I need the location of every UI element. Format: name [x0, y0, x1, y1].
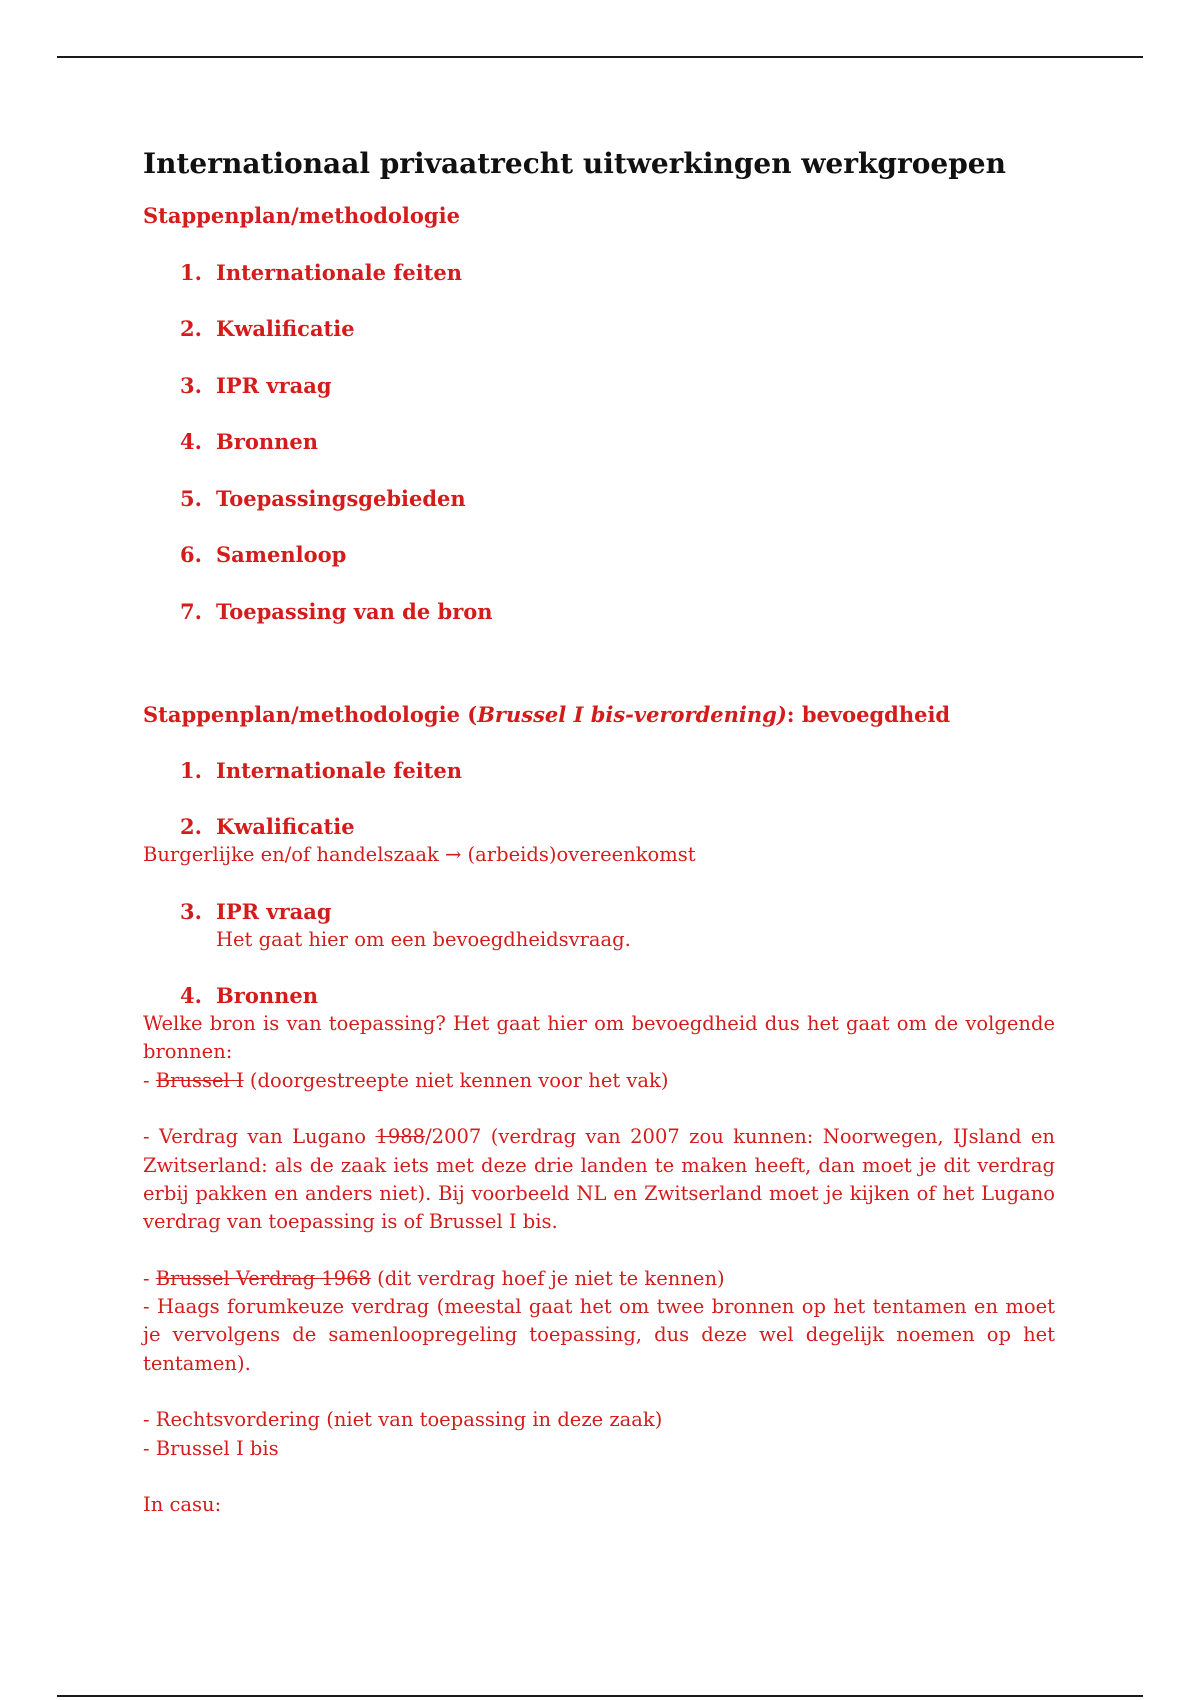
bron-rechtsvordering: - Rechtsvordering (niet van toepassing in deze zaak): [143, 1408, 663, 1432]
kwalificatie-text: Burgerlijke en/of handelszaak → (arbeids)overeenkomst: [143, 843, 696, 866]
bronnen-intro: Welke bron is van toepassing? Het gaat hier om bevoegdheid dus het gaat om de volgende bronnen:: [143, 1012, 1055, 1064]
header-rule: [57, 56, 1143, 58]
ipr-text: Het gaat hier om een bevoegdheidsvraag.: [216, 927, 631, 951]
bevoegdheid-steps-2: [143, 898, 1055, 926]
struck-text: Brussel Verdrag 1968: [155, 1266, 371, 1290]
document-title: Internationaal privaatrecht uitwerkingen werkgroepen: [143, 147, 1006, 180]
bron-brussel-verdrag: - Brussel Verdrag 1968 (dit verdrag hoef je niet te kennen): [143, 1266, 725, 1290]
footer-rule: [57, 1695, 1143, 1697]
step-item: 3. IPR vraag: [180, 372, 332, 398]
step-item: 2. Kwalificatie: [180, 814, 355, 839]
bevoegdheid-steps: [143, 757, 1055, 841]
struck-text: Brussel I: [155, 1068, 244, 1092]
step-item: 2. Kwalificatie: [180, 316, 355, 341]
section-heading-methodologie: Stappenplan/methodologie: [143, 203, 460, 228]
section-heading-bevoegdheid: Stappenplan/methodologie (Brussel I bis-verordening): bevoegdheid: [143, 701, 951, 727]
step-item: 4. Bronnen: [180, 983, 318, 1009]
step-item: 4. Bronnen: [180, 429, 318, 454]
step-item: 3. IPR vraag: [180, 898, 332, 924]
step-item: 7. Toepassing van de bron: [180, 598, 493, 624]
bron-brussel-i-bis: - Brussel I bis: [143, 1436, 279, 1460]
bron-haags: - Haags forumkeuze verdrag (meestal gaat het om twee bronnen op het tentamen en moet je vervolgens de samenloopregeling toepassing, dus deze wel degelijk noemen op het tentamen).: [143, 1295, 1055, 1375]
struck-text: 1988: [375, 1125, 426, 1149]
steps-list: [143, 259, 1055, 626]
bron-lugano: - Verdrag van Lugano 1988/2007 (verdrag van 2007 zou kunnen: Noorwegen, IJsland en Zwitserland: als de zaak iets met deze drie landen te maken heeft, dan moet je dit verdrag erbij pakken en anders niet). Bij voorbeeld NL en Zwitserland moet je kijken of het Lugano verdrag van toepassing is of Brussel I bis.: [143, 1125, 1055, 1234]
step-item: 5. Toepassingsgebieden: [180, 485, 466, 511]
in-casu: In casu:: [143, 1493, 222, 1517]
step-item: 1. Internationale feiten: [180, 758, 463, 783]
bevoegdheid-steps-3: [143, 982, 1055, 1010]
bron-brussel-i: - Brussel I (doorgestreepte niet kennen voor het vak): [143, 1068, 669, 1092]
step-item: 1. Internationale feiten: [180, 259, 463, 285]
document-body: [143, 138, 1055, 1519]
step-item: 6. Samenloop: [180, 542, 347, 567]
